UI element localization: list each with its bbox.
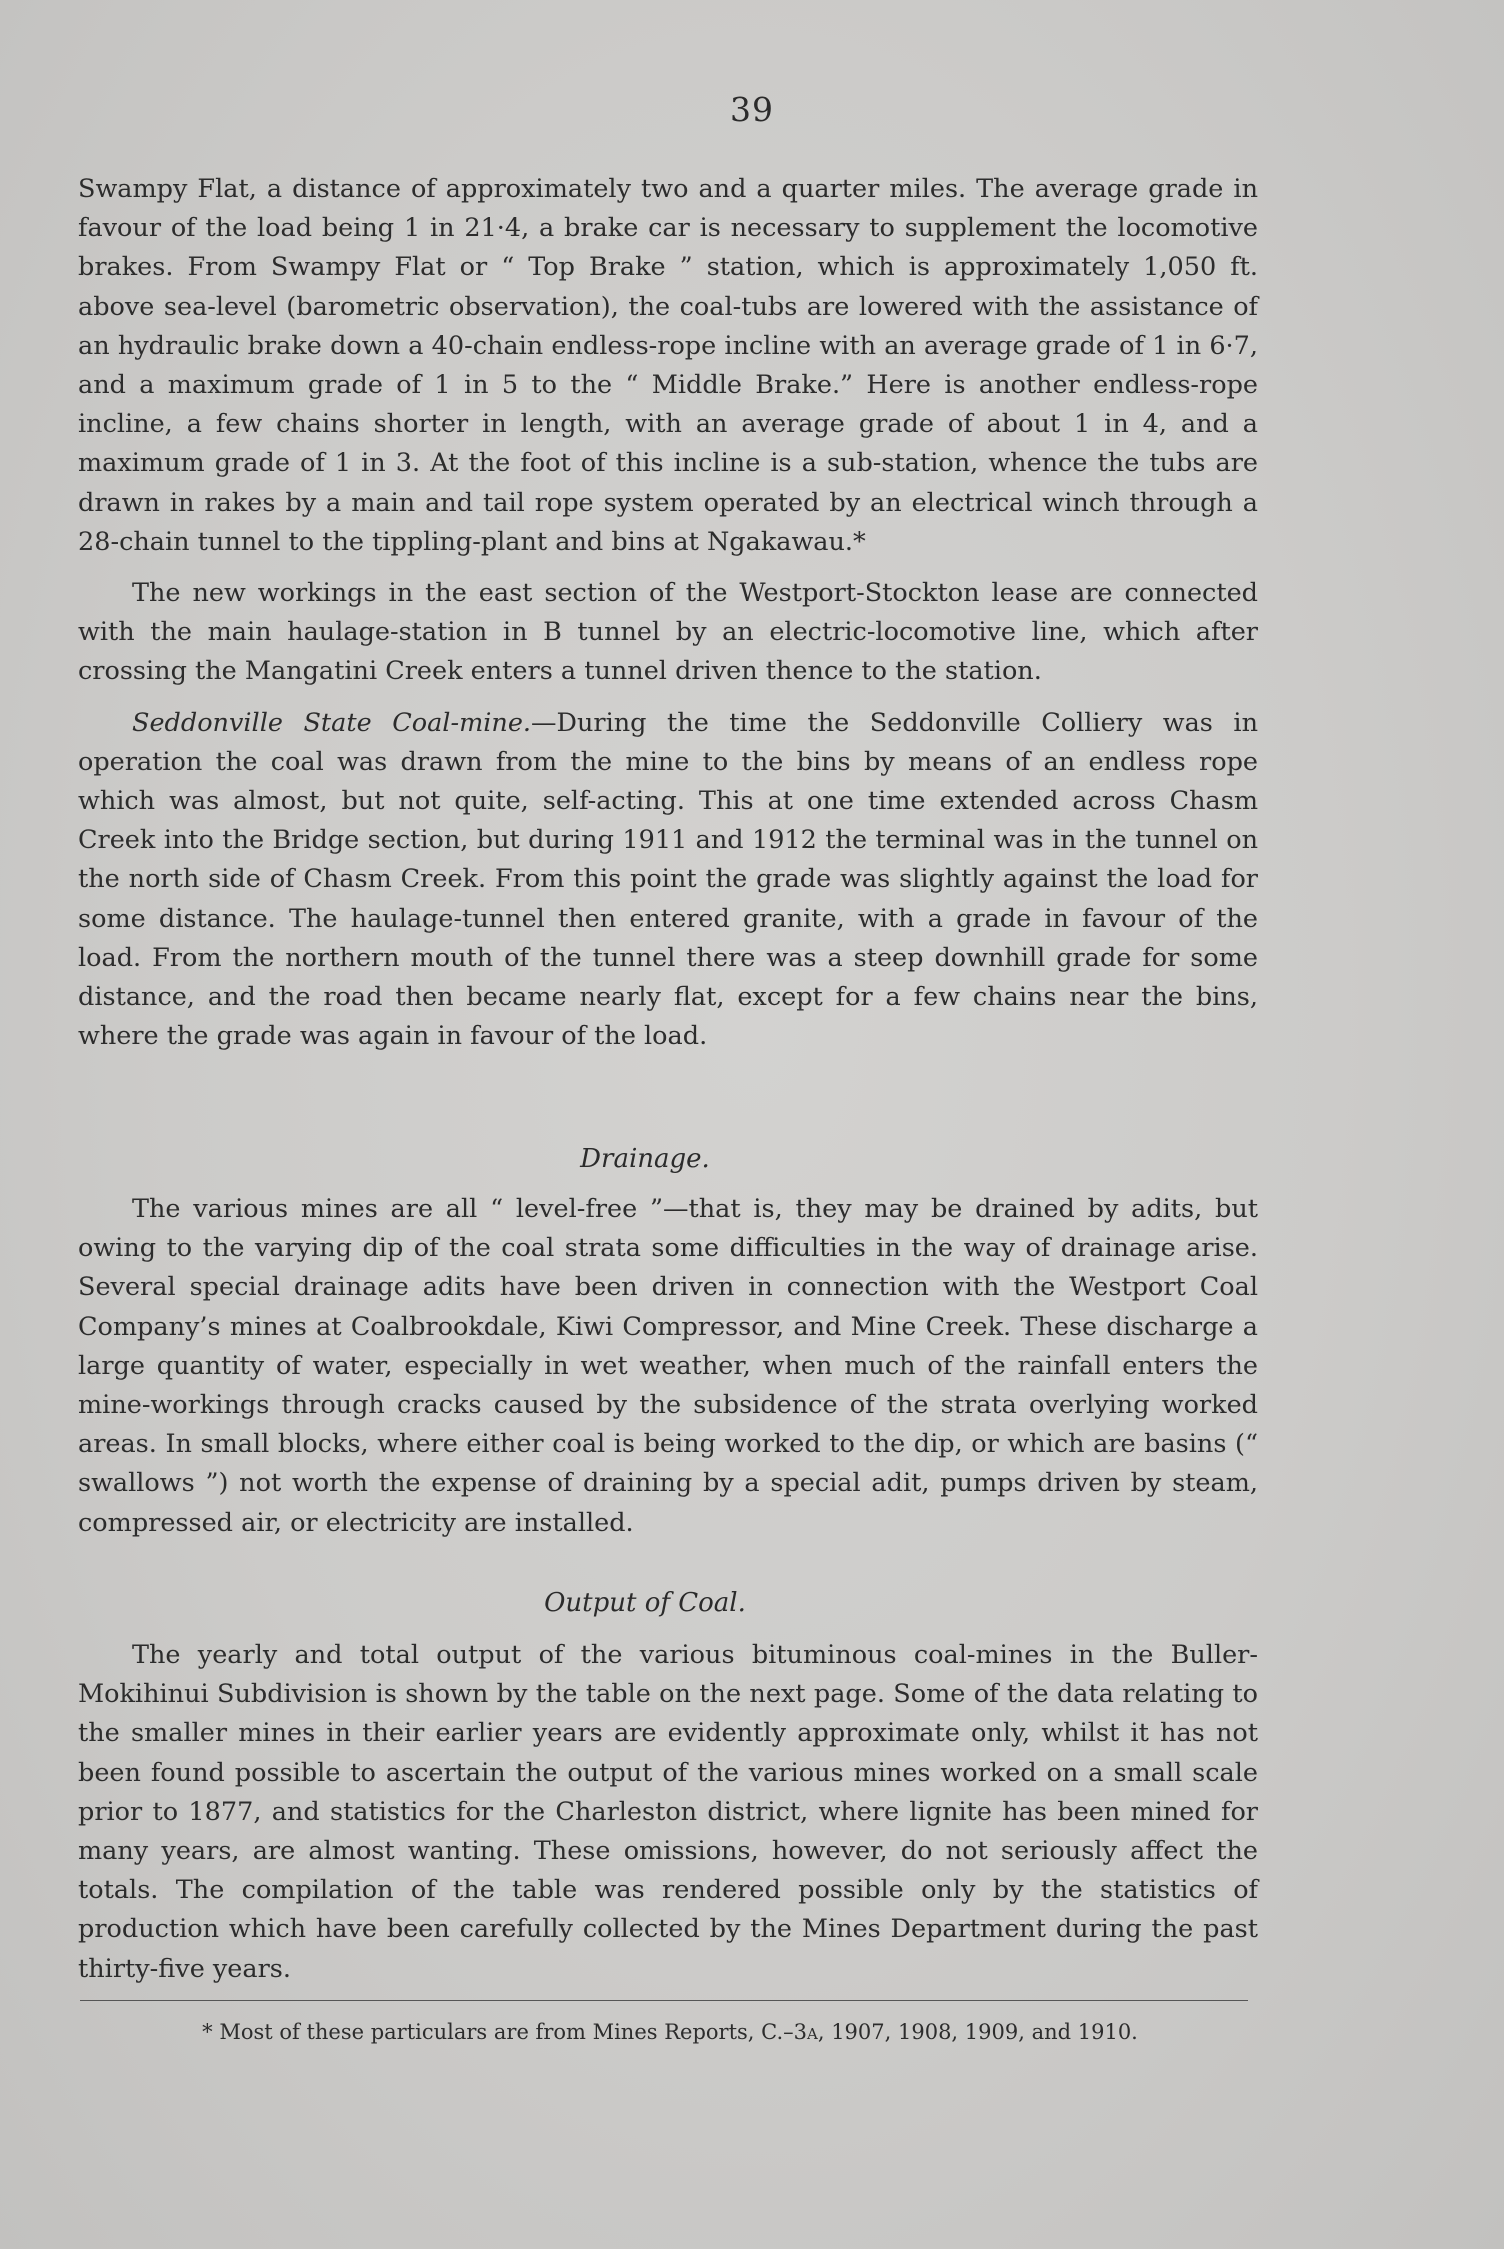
paragraph-westport-stockton: The new workings in the east section of the Westport-Stockton lease are connected with the main haulage-station in B tunnel by an electric-locomotive line, which after crossing the Mangatini Creek enters a tunnel driven thence to the station. [78, 578, 1258, 687]
page-number: 39 [730, 90, 774, 129]
paragraph-output: The yearly and total output of the various bituminous coal-mines in the Buller-Mokihinui Subdivision is shown by the table on the next page. Some of the data relating to the smaller mines in their earlier years are evidently approximate only, whilst it has not been found possible to ascertain the output of the various mines worked on a small scale prior to 1877, and statistics for the Charleston district, where lignite has been mined for many years, are almost wanting. These omissions, however, do not seriously affect the totals. The compilation of the table was rendered possible only by the statistics of production which have been carefully collected by the Mines Department during the past thirty-five years. [78, 1640, 1258, 1984]
drainage-section [78, 1190, 1258, 1543]
footnote-rule [80, 2000, 1248, 2001]
drainage-heading: Drainage. [580, 1144, 710, 1174]
footnote-smallcap: a [807, 2020, 818, 2044]
seddonville-lead: Seddonville State Coal-mine. [132, 707, 532, 738]
footnote-prefix: * Most of these particulars are from Mines Reports, C.–3 [202, 2020, 807, 2044]
footnote-suffix: , 1907, 1908, 1909, and 1910. [817, 2020, 1138, 2044]
footnote [0, 2020, 1340, 2044]
paragraph-swampy-flat: Swampy Flat, a distance of approximately two and a quarter miles. The average grade in favour of the load being 1 in 21·4, a brake car is necessary to supplement the locomotive brakes. From Swampy Flat or “ Top Brake ” station, which is approximately 1,050 ft. above sea-level (barometric observation), the coal-tubs are lowered with the assistance of an hydraulic brake down a 40-chain endless-rope incline with an average grade of 1 in 6·7, and a maximum grade of 1 in 5 to the “ Middle Brake.” Here is another endless-rope incline, a few chains shorter in length, with an average grade of about 1 in 4, and a maximum grade of 1 in 3. At the foot of this incline is a sub-station, whence the tubs are drawn in rakes by a main and tail rope system operated by an electrical winch through a 28-chain tunnel to the tippling-plant and bins at Ngakawau.* [78, 174, 1258, 557]
output-heading: Output of Coal. [544, 1588, 746, 1618]
paragraph-seddonville [78, 704, 1258, 1057]
seddonville-text: —During the time the Seddonville Colliery was in operation the coal was drawn from the mine to the bins by means of an endless rope which was almost, but not quite, self-acting. This at one time extended across Chasm Creek into the Bridge section, but during 1911 and 1912 the terminal was in the tunnel on the north side of Chasm Creek. From this point the grade was slightly against the load for some distance. The haulage-tunnel then entered granite, with a grade in favour of the load. From the northern mouth of the tunnel there was a steep downhill grade for some distance, and the road then became nearly flat, except for a few chains near the bins, where the grade was again in favour of the load. [78, 707, 1258, 1052]
output-section [78, 1636, 1258, 1989]
paragraph-drainage: The various mines are all “ level-free ”—that is, they may be drained by adits, but owing to the varying dip of the coal strata some difficulties in the way of drainage arise. Several special drainage adits have been driven in connection with the Westport Coal Company’s mines at Coalbrookdale, Kiwi Compressor, and Mine Creek. These discharge a large quantity of water, especially in wet weather, when much of the rainfall enters the mine-workings through cracks caused by the subsidence of the strata overlying worked areas. In small blocks, where either coal is being worked to the dip, or which are basins (“ swallows ”) not worth the expense of draining by a special adit, pumps driven by steam, compressed air, or electricity are installed. [78, 1194, 1258, 1538]
top-section [78, 170, 1258, 1056]
